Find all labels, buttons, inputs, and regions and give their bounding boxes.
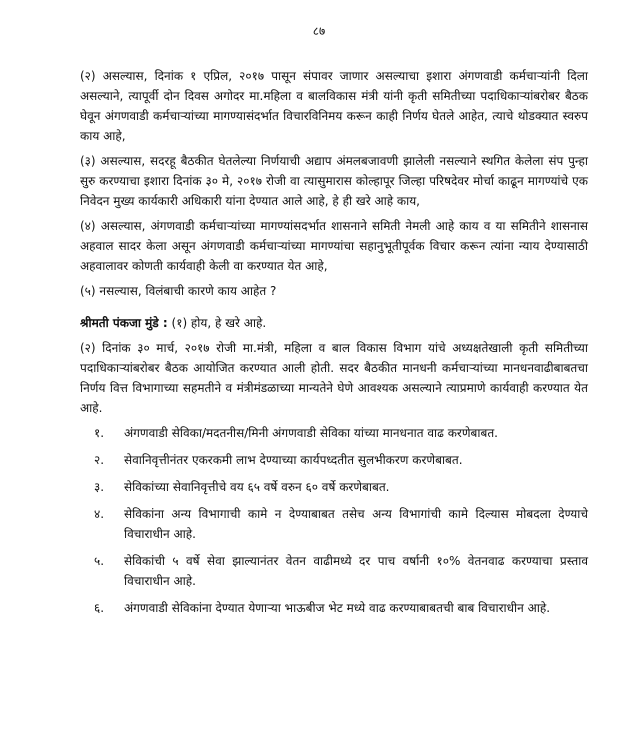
list-item-text: सेवानिवृत्तीनंतर एकरकमी लाभ देण्याच्या कार्यपध्दतीत सुलभीकरण करणेबाबत. <box>124 453 463 467</box>
list-item-text: सेविकांच्या सेवानिवृत्तीचे वय ६५ वर्षे वरुन ६० वर्षे करणेबाबत. <box>124 480 390 494</box>
list-item <box>80 551 588 591</box>
page-number: ८७ <box>312 24 326 38</box>
list-item <box>80 598 588 618</box>
list-item-number: ४. <box>94 507 105 521</box>
document-body <box>80 66 588 625</box>
question-paragraph-4: (४) असल्यास, अंगणवाडी कर्मचाऱ्यांच्या मागण्यांसदर्भात शासनाने समिती नेमली आहे काय व या समितीने शासनास अहवाल सादर केला असून अंगणवाडी कर्मचाऱ्यांच्या मागण्यांचा सहानुभूतीपूर्वक विचार करून त्यांना न्याय देण्यासाठी अहवालावर कोणती कार्यवाही केली वा करण्यात येत आहे, <box>80 219 588 273</box>
list-item <box>80 423 588 443</box>
list-item-text: अंगणवाडी सेविकांना देण्यात येणाऱ्या भाऊबीज भेट मध्ये वाढ करण्याबाबतची बाब विचाराधीन आहे. <box>124 601 551 615</box>
list-item-number: ३. <box>94 480 105 494</box>
list-item-text: सेविकांना अन्य विभागाची कामे न देण्याबाबत तसेच अन्य विभागांची कामे दिल्यास मोबदला देण्याचे विचाराधीन आहे. <box>124 507 588 541</box>
list-item-text: अंगणवाडी सेविका/मदतनीस/मिनी अंगणवाडी सेविका यांच्या मानधनात वाढ करणेबाबत. <box>124 426 498 440</box>
question-paragraph-5: (५) नसल्यास, विलंबाची कारणे काय आहेत ? <box>80 284 277 298</box>
answer-heading <box>80 313 588 333</box>
list-item-number: २. <box>94 453 105 467</box>
answer-paragraph-2: (२) दिनांक ३० मार्च, २०१७ रोजी मा.मंत्री, महिला व बाल विकास विभाग यांचे अध्यक्षतेखाली कृती समितीच्या पदाधिकाऱ्यांबरोबर बैठक आयोजित करण्यात आली होती. सदर बैठकीत मानधनी कर्मचाऱ्यांच्या मानधनवाढीबाबतचा निर्णय वित्त विभागाच्या सहमतीने व मंत्रीमंडळाच्या मान्यतेने घेणे आवश्यक असल्याने त्याप्रमाणे कार्यवाही करण्यात येत आहे. <box>80 341 588 415</box>
answer-first: (१) होय, हे खरे आहे. <box>167 316 267 330</box>
list-item <box>80 477 588 497</box>
list-item-number: ५. <box>94 554 105 568</box>
answer-speaker: श्रीमती पंकजा मुंडे : <box>80 316 168 330</box>
question-paragraph-2: (२) असल्यास, दिनांक १ एप्रिल, २०१७ पासून संपावर जाणार असल्याचा इशारा अंगणवाडी कर्मचाऱ्यांनी दिला असल्याने, त्यापूर्वी दोन दिवस अगोदर मा.महिला व बालविकास मंत्री यांनी कृती समितीच्या पदाधिकाऱ्यांबरोबर बैठक घेवून अंगणवाडी कर्मचाऱ्यांच्या मागण्यासंदर्भात विचारविनिमय करून काही निर्णय घेतले आहेत, त्याचे थोडक्यात स्वरुप काय आहे, <box>80 69 588 143</box>
list-item-number: १. <box>94 426 105 440</box>
list-item-text: सेविकांची ५ वर्षे सेवा झाल्यानंतर वेतन वाढीमध्ये दर पाच वर्षानी १०% वेतनवाढ करण्याचा प्रस्ताव विचाराधीन आहे. <box>124 554 588 588</box>
question-paragraph-3: (३) असल्यास, सदरहू बैठकीत घेतलेल्या निर्णयाची अद्याप अंमलबजावणी झालेली नसल्याने स्थगित केलेला संप पुन्हा सुरु करण्याचा इशारा दिनांक ३० मे, २०१७ रोजी वा त्यासुमारास कोल्हापूर जिल्हा परिषदेवर मोर्चा काढून मागण्यांचे एक निवेदन मुख्य कार्यकारी अधिकारी यांना देण्यात आले आहे, हे ही खरे आहे काय, <box>80 154 588 208</box>
answer-item-list <box>80 423 588 618</box>
list-item <box>80 504 588 544</box>
list-item-number: ६. <box>94 601 105 615</box>
list-item <box>80 450 588 470</box>
